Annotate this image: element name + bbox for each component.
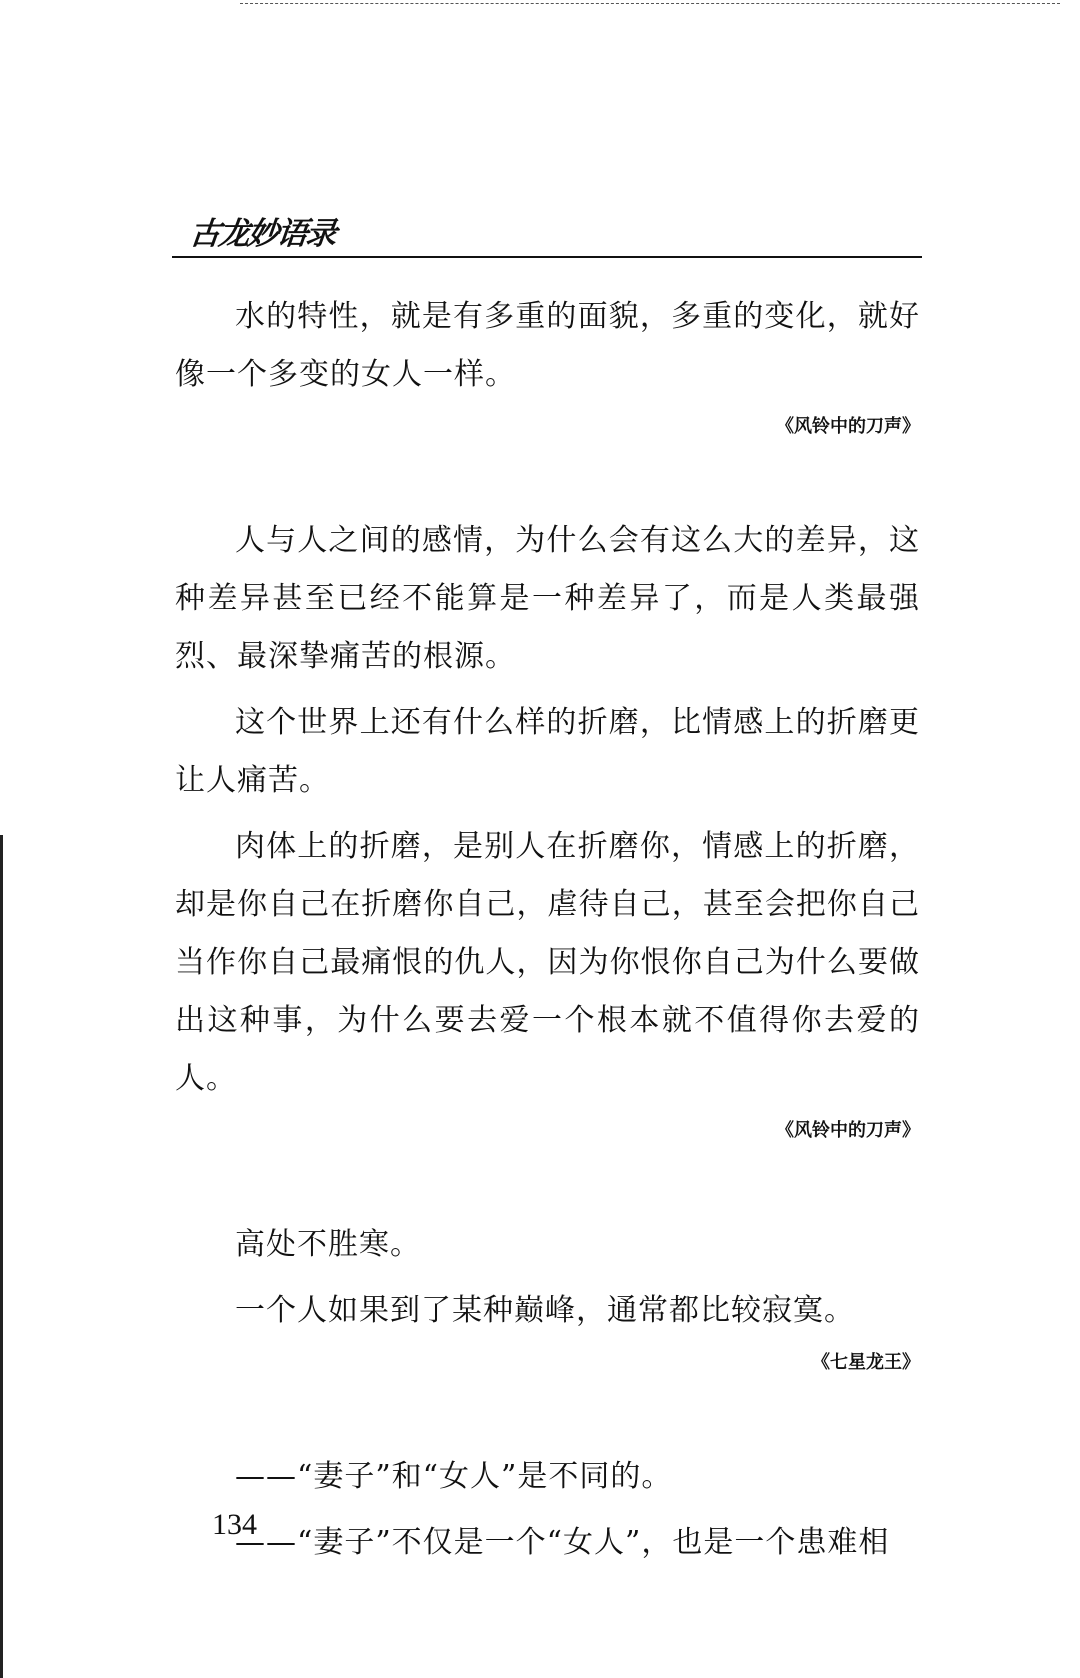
- page-number: 134: [212, 1508, 257, 1541]
- quote-paragraph: 肉体上的折磨，是别人在折磨你，情感上的折磨，却是你自己在折磨你自己，虐待自己，甚至会把你自己当作你自己最痛恨的仇人，因为你恨你自己为什么要做出这种事，为什么要去爱一个根本就不值得你去爱的人。: [175, 829, 920, 1096]
- page-body: [175, 288, 920, 1580]
- quote-source: 《七星龙王》: [812, 1352, 920, 1373]
- quote-paragraph: 这个世界上还有什么样的折磨，比情感上的折磨更让人痛苦。: [175, 705, 920, 798]
- running-header: [172, 208, 922, 258]
- book-title: 古龙妙语录: [187, 216, 337, 252]
- quote-source: 《风铃中的刀声》: [776, 1120, 920, 1141]
- quote-paragraph: 一个人如果到了某种巅峰，通常都比较寂寞。: [235, 1293, 855, 1328]
- quote-paragraph: 水的特性，就是有多重的面貌，多重的变化，就好像一个多变的女人一样。: [175, 299, 920, 392]
- quote-paragraph: ——“妻子”和“女人”是不同的。: [235, 1459, 673, 1494]
- top-scan-rule: [240, 3, 1060, 4]
- header-rule: [172, 256, 922, 258]
- quote-entry-3: [175, 1216, 920, 1378]
- quote-entry-2: [175, 512, 920, 1146]
- quote-paragraph: ——“妻子”不仅是一个“女人”，也是一个患难相: [235, 1525, 890, 1560]
- quote-source: 《风铃中的刀声》: [776, 416, 920, 437]
- quote-entry-1: [175, 288, 920, 442]
- quote-paragraph: 高处不胜寒。: [235, 1227, 421, 1262]
- quote-entry-4: [175, 1448, 920, 1572]
- scan-edge-shadow: [0, 835, 3, 1678]
- quote-paragraph: 人与人之间的感情，为什么会有这么大的差异，这种差异甚至已经不能算是一种差异了，而是人类最强烈、最深挚痛苦的根源。: [175, 523, 920, 674]
